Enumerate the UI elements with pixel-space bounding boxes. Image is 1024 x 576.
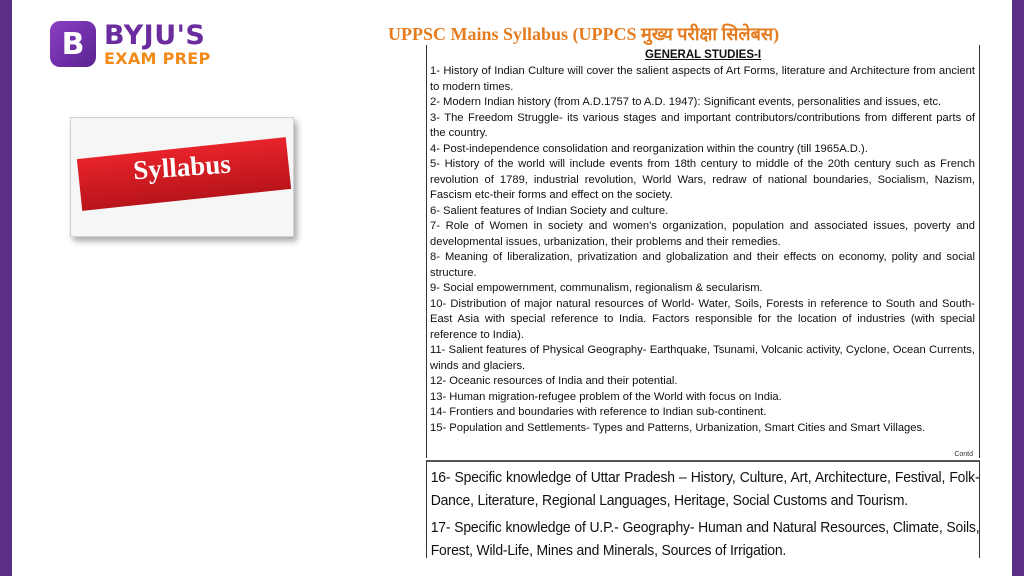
byjus-logo [50,18,211,70]
left-frame-bar [0,0,12,576]
syllabus-document [426,45,980,458]
syllabus-item: 7- Role of Women in society and women's organization, population and associated issues, poverty and developmental issues, urbanization, their problems and their remedies. [430,220,975,248]
syllabus-item: 8- Meaning of liberalization, privatization and globalization and their effects on economy, polity and social structure. [430,251,975,279]
syllabus-item: 6- Salient features of Indian Society and culture. [430,204,669,217]
syllabus-document-continued [426,460,980,558]
syllabus-item: 15- Population and Settlements- Types and Patterns, Urbanization, Smart Cities and Smart Villages. [430,421,926,434]
syllabus-item: 17- Specific knowledge of U.P.- Geography- Human and Natural Resources, Climate, Soils, Forest, Wild-Life, Mines and Minerals, Sources of Irrigation. [430,519,980,559]
byjus-logo-icon: B [50,21,96,67]
logo-brand: BYJU'S [104,19,206,51]
right-frame-bar [1012,0,1024,576]
syllabus-item: 13- Human migration-refugee problem of the World with focus on India. [430,390,782,403]
syllabus-item: 12- Oceanic resources of India and their potential. [430,375,678,387]
syllabus-item: 10- Distribution of major natural resources of World- Water, Soils, Forests in reference to South and South-East Asia with special reference to India. Factors responsible for the location of industries (with special reference to India). [430,297,975,341]
sticker-label: Syllabus [132,148,232,186]
logo-text [104,19,211,68]
syllabus-item: 2- Modern Indian history (from A.D.1757 to A.D. 1947): Significant events, personalities and issues, etc. [430,96,942,108]
contd-note: Contd [954,451,973,458]
syllabus-item: 9- Social empowernment, communalism, regionalism & secularism. [430,282,763,294]
document-heading: GENERAL STUDIES-I [644,49,762,61]
syllabus-item: 5- History of the world will include events from 18th century to middle of the 20th century such as French revolution of 1789, industrial revolution, World Wars, redraw of national boundaries, Socialism, Nazism, Fascism etc-their forms and effect on the society. [430,158,975,201]
syllabus-item: 1- History of Indian Culture will cover the salient aspects of Art Forms, literature and Architecture from ancient to modern times. [430,65,975,93]
syllabus-item: 4- Post-independence consolidation and reorganization within the country (till 1965A.D.). [430,142,868,155]
syllabus-item: 16- Specific knowledge of Uttar Pradesh – History, Culture, Art, Architecture, Festival, Folk-Dance, Literature, Regional Languages, Heritage, Social Customs and Tourism. [430,469,980,509]
logo-subtitle: EXAM PREP [104,48,211,68]
syllabus-item: 14- Frontiers and boundaries with reference to Indian sub-continent. [430,406,767,418]
syllabus-sticker-image [70,117,294,237]
page-title: UPPSC Mains Syllabus (UPPCS मुख्य परीक्षा सिलेबस) [388,24,780,44]
syllabus-item: 11- Salient features of Physical Geography- Earthquake, Tsunami, Volcanic activity, Cyclone, Ocean Currents, winds and glaciers. [430,344,975,372]
syllabus-item: 3- The Freedom Struggle- its various stages and important contributors/contributions from different parts of the country. [430,111,975,139]
